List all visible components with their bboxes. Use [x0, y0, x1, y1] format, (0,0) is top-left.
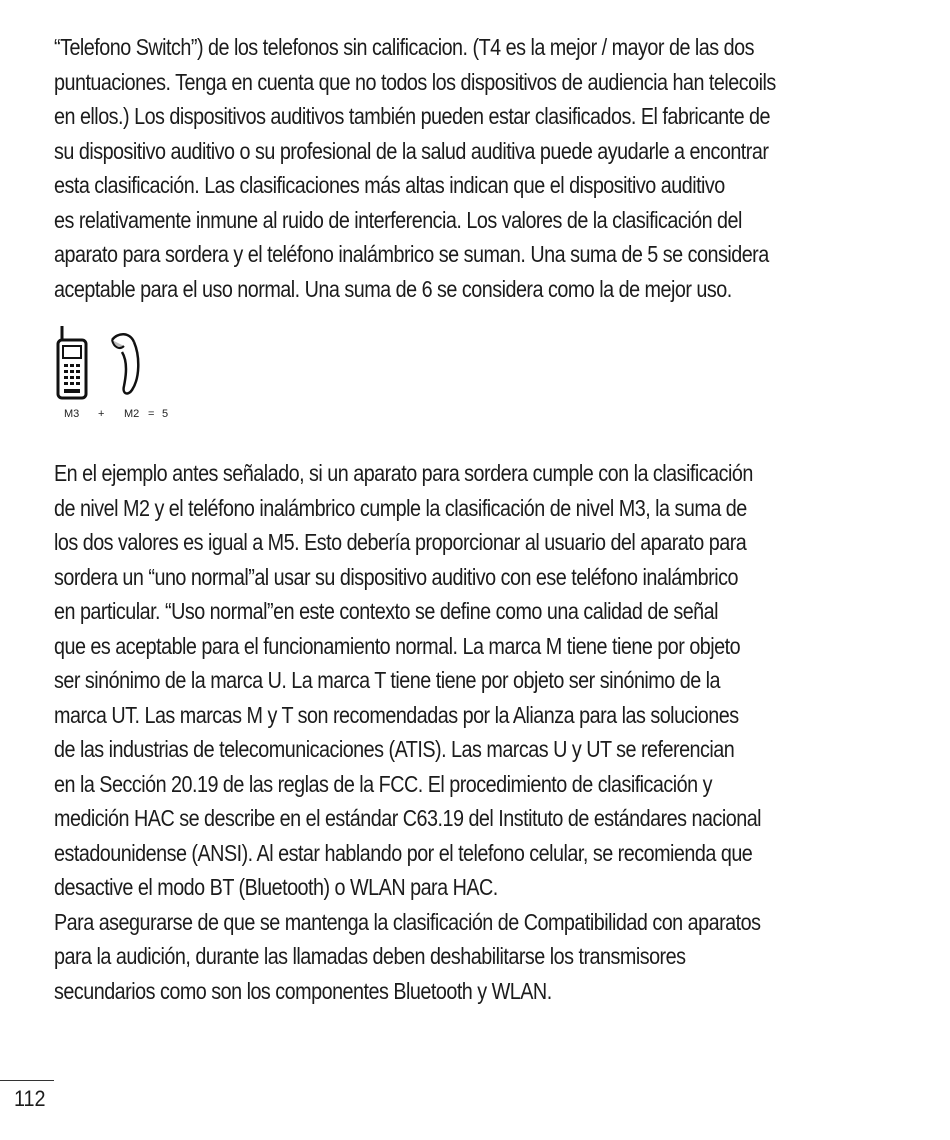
footer-divider [0, 1080, 54, 1081]
paragraph-example-explanation: En el ejemplo antes señalado, si un aparato para sordera cumple con la clasificación de nivel M2 y el teléfono inalámbrico cumple la clasificación de nivel M3, la suma de los dos valores es igual a M5. Esto debería proporcionar al usuario del aparato para sordera un “uno normal”al usar su dispositivo auditivo con ese teléfono inalámbrico en particular. “Uso normal”en este contexto se define como una calidad de señal que es aceptable para el funcionamiento normal. La marca M tiene tiene por objeto ser sinónimo de la marca U. La marca T tiene tiene por objeto ser sinónimo de la marca UT. Las marcas M y T son recomendadas por la Alianza para las soluciones de las industrias de telecomunicaciones (ATIS). Las marcas U y UT se referencian en la Sección 20.19 de las reglas de la FCC. El procedimiento de clasificación y medición HAC se describe en el estándar C63.19 del Instituto de estándares nacional estadounidense (ANSI). Al estar hablando por el telefono celular, se recomienda que desactive el modo BT (Bluetooth) o WLAN para HAC. [54, 460, 762, 900]
phone-rating-label: M3 [64, 408, 80, 420]
page-content [54, 30, 884, 1008]
plus-sign: + [98, 408, 105, 420]
rating-sum: 5 [162, 408, 169, 420]
hac-rating-figure [54, 326, 254, 426]
hearing-aid-rating-label: M2 [124, 408, 140, 420]
mobile-phone-icon [58, 326, 86, 398]
hac-rating-illustration [54, 326, 254, 406]
hearing-aid-icon [112, 334, 138, 393]
page-number: 112 [14, 1086, 46, 1111]
equals-sign: = [148, 408, 155, 420]
paragraph-hac-rating-intro: “Telefono Switch”) de los telefonos sin calificacion. (T4 es la mejor / mayor de las dos puntuaciones. Tenga en cuenta que no todos los dispositivos de audiencia han telecoils en ellos.) Los dispositivos auditivos también pueden estar clasificados. El fabricante de su dispositivo auditivo o su profesional de la salud auditiva puede ayudarle a encontrar esta clasificación. Las clasificaciones más altas indican que el dispositivo auditivo es relativamente inmune al ruido de interferencia. Los valores de la clasificación del aparato para sordera y el teléfono inalámbrico se suman. Una suma de 5 se considera aceptable para el uso normal. Una suma de 6 se considera como la de mejor uso. [54, 34, 776, 302]
paragraph-disable-transmitters: Para asegurarse de que se mantenga la clasificación de Compatibilidad con aparatos para la audición, durante las llamadas deben deshabilitarse los transmisores secundarios como son los componentes Bluetooth y WLAN. [54, 908, 761, 1004]
